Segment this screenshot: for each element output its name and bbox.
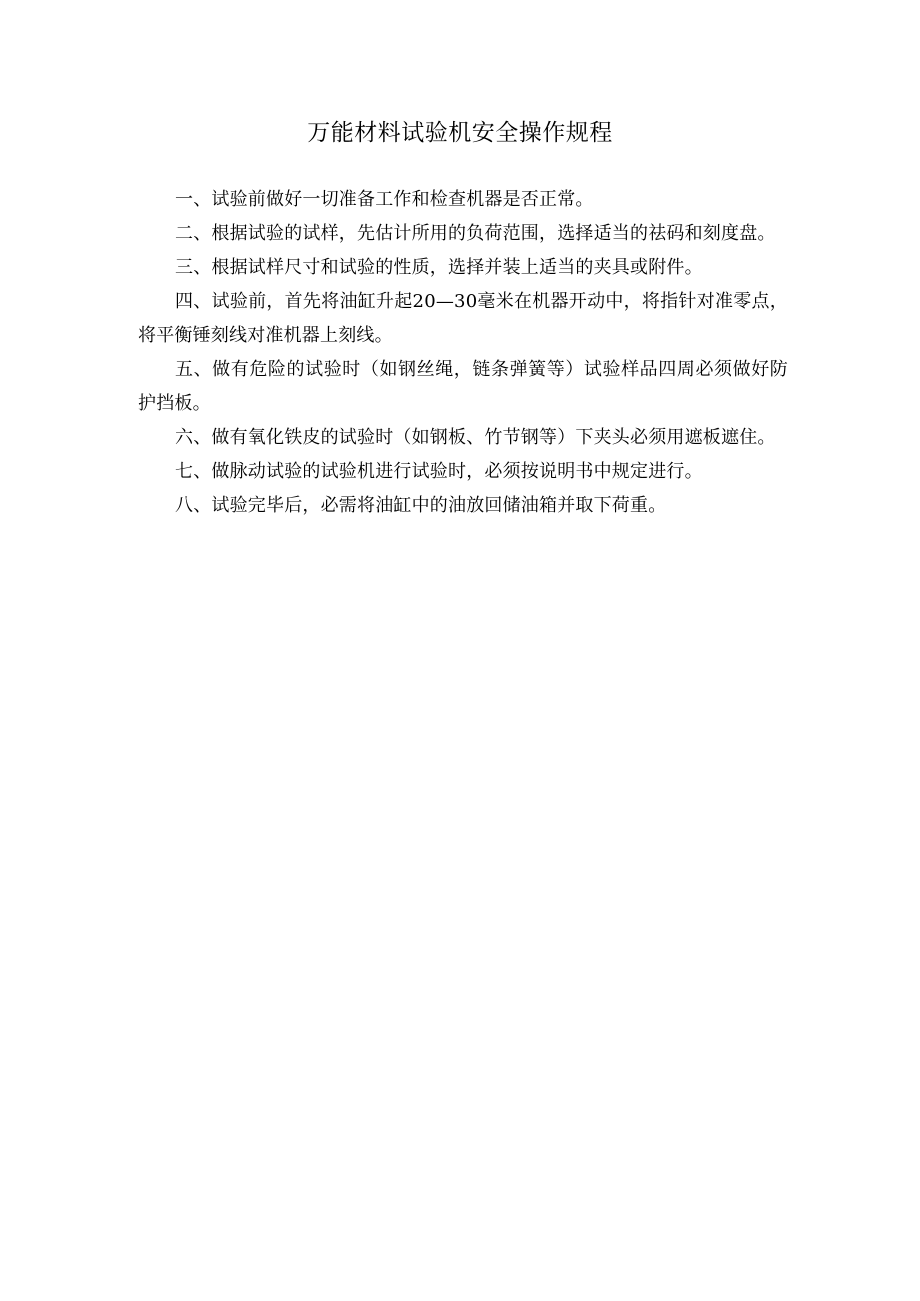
paragraph-2: 二、根据试验的试样，先估计所用的负荷范围，选择适当的祛码和刻度盘。 [175, 223, 776, 244]
paragraph-6: 六、做有氧化铁皮的试验时（如钢板、竹节钢等）下夹头必须用遮板遮住。 [175, 427, 776, 448]
paragraph-8: 八、试验完毕后，必需将油缸中的油放回储油箱并取下荷重。 [175, 495, 667, 516]
document-title: 万能材料试验机安全操作规程 [307, 120, 613, 146]
paragraph-5: 五、做有危险的试验时（如钢丝绳，链条弹簧等）试验样品四周必须做好防护挡板。 [138, 359, 788, 414]
paragraph-4: 四、试验前，首先将油缸升起20—30毫米在机器开动中，将指针对准零点，将平衡锤刻线对准机器上刻线。 [138, 291, 788, 346]
paragraph-3: 三、根据试样尺寸和试验的性质，选择并装上适当的夹具或附件。 [175, 257, 703, 278]
document-body [138, 183, 788, 523]
paragraph-1: 一、试验前做好一切准备工作和检查机器是否正常。 [175, 189, 594, 210]
paragraph-7: 七、做脉动试验的试验机进行试验时，必须按说明书中规定进行。 [175, 461, 703, 482]
